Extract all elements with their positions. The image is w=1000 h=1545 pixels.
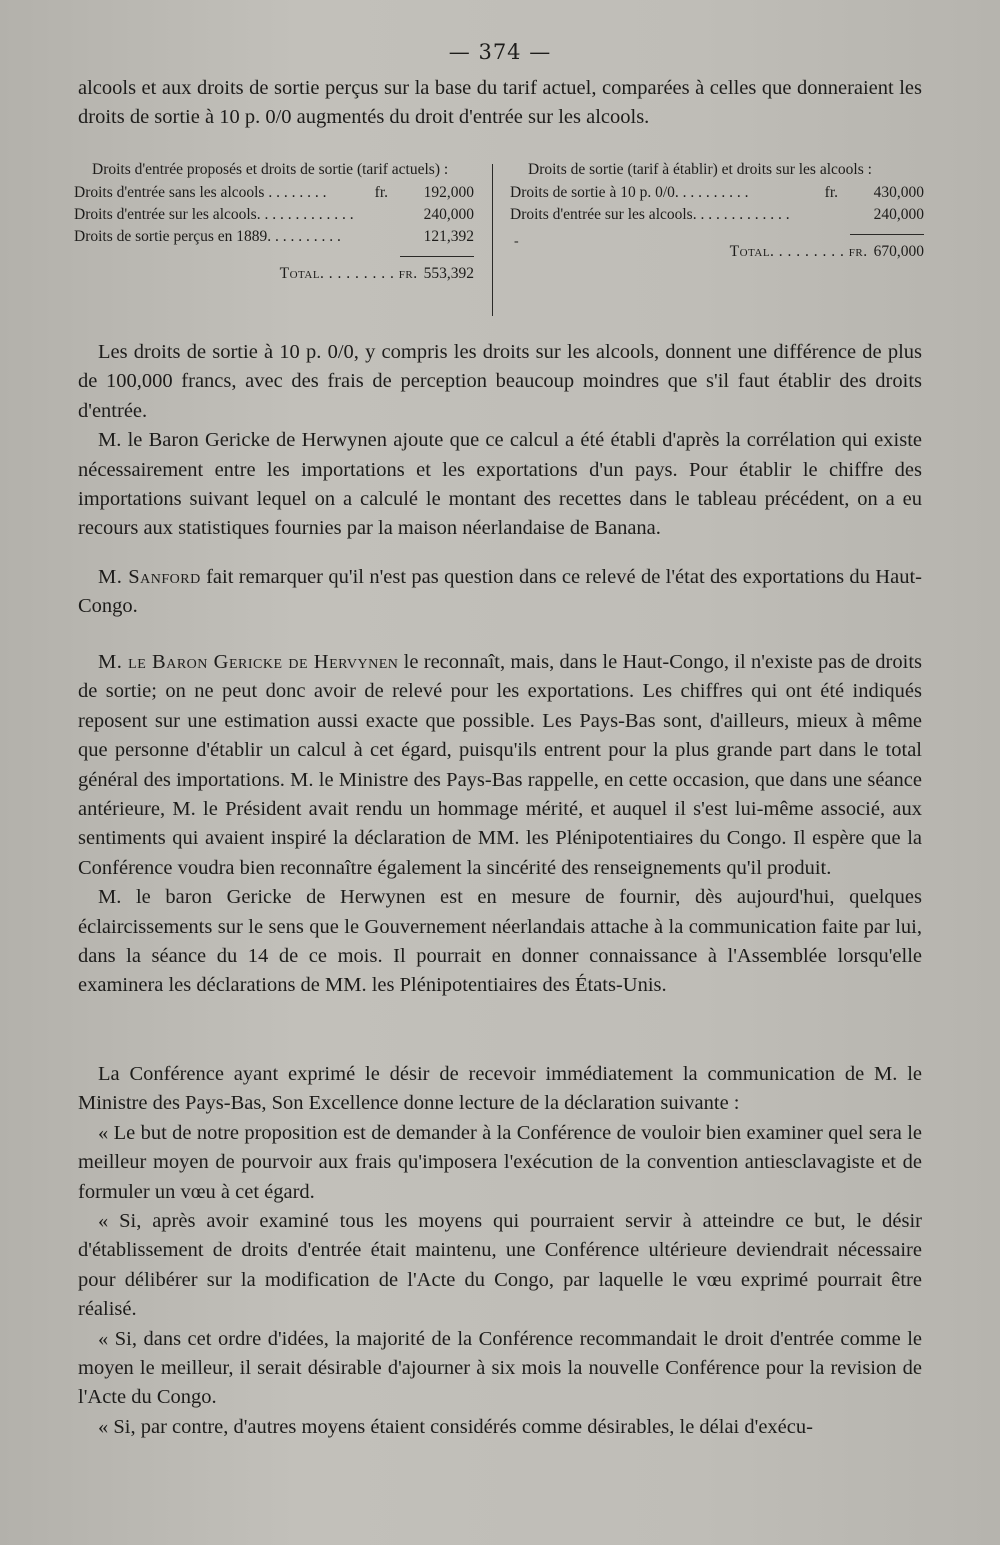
page-number: — 374 — (448, 40, 552, 64)
row-amount: 121,392 (423, 228, 474, 245)
row-label: Droits d'entrée sans les alcools . . . . . . . . (74, 184, 327, 201)
table-right-heading: Droits de sortie (tarif à établir) et droits sur les alcools : (528, 161, 872, 178)
speaker-name: M. Sanford (98, 566, 201, 588)
table-divider (492, 164, 493, 316)
table-row (74, 182, 474, 204)
table-row (510, 182, 924, 204)
row-currency (358, 226, 396, 248)
total-rule (400, 256, 474, 257)
row-amount: 192,000 (423, 184, 474, 201)
intro-paragraph-block (78, 74, 922, 133)
paragraph: Les droits de sortie à 10 p. 0/0, y compris les droits sur les alcools, donnent une différence de plus de 100,000 francs, avec des frais de perception beaucoup moindres que s'il faut établir des droits d'entrée. (78, 341, 922, 422)
table-left-heading: Droits d'entrée proposés et droits de sortie (tarif actuels) : (92, 161, 449, 178)
row-label: Droits d'entrée sur les alcools. . . . . . . . . . . . . (74, 206, 354, 223)
paragraph: M. le baron Gericke de Herwynen est en mesure de fournir, dès aujourd'hui, quelques éclaircissements sur le sens que le Gouvernement néerlandais attache à la communication faite par lui, dans la séance du 14 de ce mois. Il pourrait en donner connaissance à l'Assemblée lorsqu'elle examinera les déclarations de MM. les Plénipotentiaires des États-Unis. (78, 886, 922, 997)
row-amount: 240,000 (423, 206, 474, 223)
row-amount: 430,000 (873, 184, 924, 201)
total-amount: 553,392 (423, 265, 474, 282)
row-currency (358, 204, 396, 226)
body-section-2 (78, 563, 922, 622)
duties-comparison-tables (74, 160, 924, 318)
row-currency (808, 204, 846, 226)
paragraph-text: fait remarquer qu'il n'est pas question dans ce relevé de l'état des exportations du Haut-Congo. (78, 566, 922, 618)
table-row (74, 204, 474, 226)
quote-paragraph: « Le but de notre proposition est de demander à la Conférence de vouloir bien examiner quel sera le meilleur moyen de pourvoir aux frais qu'imposera l'exécution de la convention antiesclavagiste et de formuler un vœu à cet égard. (78, 1121, 922, 1203)
paragraph-text: le reconnaît, mais, dans le Haut-Congo, il n'existe pas de droits de sortie; on ne peut donc avoir de relevé pour les exportations. Les chiffres qui ont été indiqués reposent sur une estimation aussi exacte que possible. Les Pays-Bas sont, d'ailleurs, mieux à même que personne d'établir un calcul à cet égard, puisqu'ils entrent pour la plus grande part dans le total général des importations. M. le Ministre des Pays-Bas rappelle, en cette occasion, que dans une séance antérieure, M. le Président avait rendu un hommage mérité, et auquel il s'est lui-même associé, aux sentiments qui avaient inspiré la déclaration de MM. les Plénipotentiaires du Congo. Il espère que la Conférence voudra bien reconnaître également la sincérité des renseignements qu'il produit. (78, 651, 922, 879)
total-label: Total. . . . . . . . . fr. (279, 265, 418, 282)
total-label: Total. . . . . . . . . fr. (729, 243, 868, 260)
row-currency: fr. (374, 184, 388, 201)
table-left (74, 160, 474, 285)
speaker-name: M. le Baron Gericke de Hervynen (98, 651, 399, 673)
table-right (510, 160, 924, 263)
body-section-1 (78, 338, 922, 544)
table-left-total (74, 263, 474, 285)
row-currency: fr. (824, 184, 838, 201)
quote-paragraph: « Si, après avoir examiné tous les moyens qui pourraient servir à atteindre ce but, le désir d'établissement de droits d'entrée était maintenu, une Conférence ultérieure deviendrait nécessaire pour délibérer sur la modification de l'Acte du Congo, par laquelle le vœu exprimé pourrait être réalisé. (78, 1210, 922, 1321)
table-right-total (510, 241, 924, 263)
table-row (74, 226, 474, 248)
paragraph: M. le Baron Gericke de Herwynen ajoute que ce calcul a été établi d'après la corrélation qui existe nécessairement entre les importations et les exportations d'un pays. Pour établir le chiffre des importations suivant lequel on a calculé le montant des recettes dans le tableau précédent, on a eu recours aux statistiques fournies par la maison néerlandaise de Banana. (78, 429, 922, 540)
quote-paragraph: « Si, dans cet ordre d'idées, la majorité de la Conférence recommandait le droit d'entrée comme le moyen le meilleur, il serait désirable d'ajourner à six mois la nouvelle Conférence pour la revision de l'Acte du Congo. (78, 1327, 922, 1409)
paragraph (78, 563, 922, 622)
row-label: Droits d'entrée sur les alcools. . . . . . . . . . . . . (510, 206, 790, 223)
total-amount: 670,000 (873, 243, 924, 260)
body-section-3 (78, 648, 922, 1001)
row-amount: 240,000 (873, 206, 924, 223)
body-section-4 (78, 1060, 922, 1442)
row-label: Droits de sortie perçus en 1889. . . . . . . . . . (74, 228, 341, 245)
row-label: Droits de sortie à 10 p. 0/0. . . . . . . . . . (510, 184, 749, 201)
paragraph (78, 648, 922, 883)
table-row (510, 204, 924, 226)
total-rule (850, 234, 924, 235)
total-dash: - (514, 234, 519, 249)
intro-paragraph: alcools et aux droits de sortie perçus sur la base du tarif actuel, comparées à celles que donneraient les droits de sortie à 10 p. 0/0 augmentés du droit d'entrée sur les alcools. (78, 77, 922, 129)
paragraph: La Conférence ayant exprimé le désir de recevoir immédiatement la communication de M. le Ministre des Pays-Bas, Son Excellence donne lecture de la déclaration suivante : (78, 1063, 922, 1115)
quote-paragraph: « Si, par contre, d'autres moyens étaient considérés comme désirables, le délai d'exécu- (98, 1415, 813, 1438)
